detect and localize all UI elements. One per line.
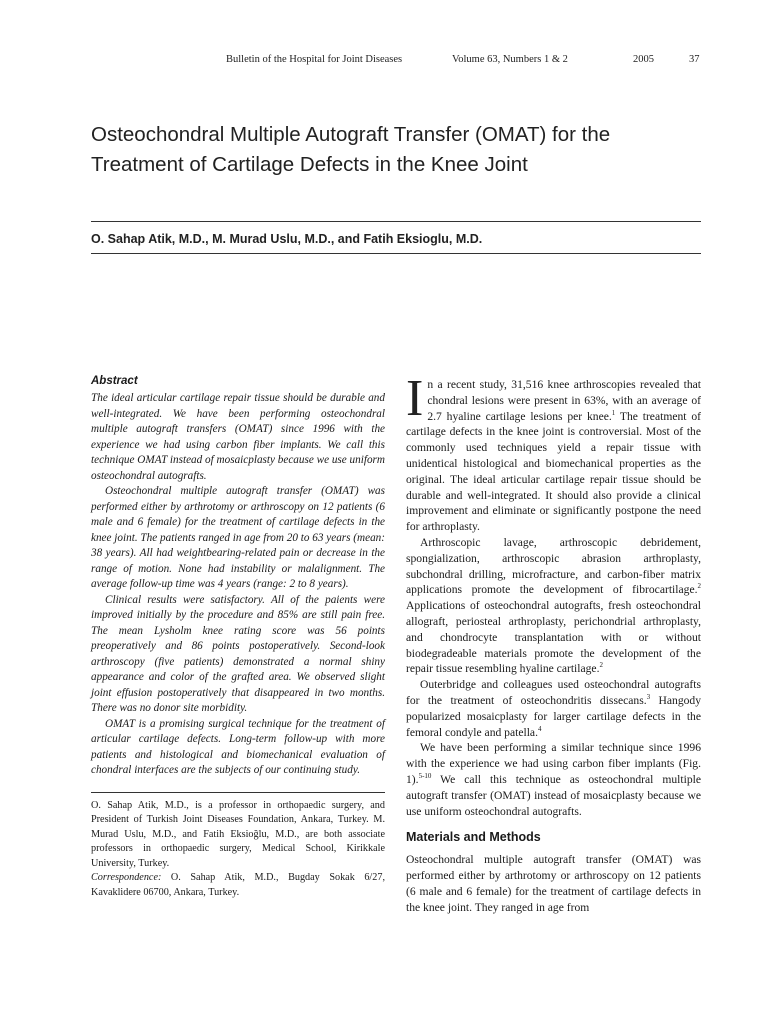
reference-marker: 5-10: [418, 772, 432, 781]
abstract-paragraph: Clinical results were satisfactory. All of the paients were improved initially by the procedure and 85% are still pain free. The mean Lysholm knee rating score was 56 points preoperatively and 86 points postoperatively. Second-look arthroscopy (five patients) demonstrated a normal shiny appearance and color of the grafted area. We observed slight joint effusion postoperatively that disappeared in two months. There was no donor site morbidity.: [91, 593, 385, 714]
reference-marker: 2: [599, 661, 603, 670]
section-heading: Materials and Methods: [406, 830, 541, 845]
reference-marker: 2: [697, 582, 701, 591]
volume-info: Volume 63, Numbers 1 & 2: [452, 54, 568, 65]
abstract-paragraph: Osteochondral multiple autograft transfer (OMAT) was performed either by arthrotomy or arthroscopy on 12 patients (6 male and 6 female) for the treatment of cartilage defects in the knee joint. The patients ranged in age from 20 to 63 years (mean: 38 years). All had weightbearing-related pain or decrease in the range of motion. None had instability or malalignment. The average follow-up time was 4 years (range: 2 to 8 years).: [91, 485, 385, 590]
abstract: [91, 373, 385, 779]
year: 2005: [633, 54, 654, 65]
journal-name: Bulletin of the Hospital for Joint Diseases: [226, 54, 403, 65]
author-list: O. Sahap Atik, M.D., M. Murad Uslu, M.D., and Fatih Eksioglu, M.D.: [91, 232, 483, 246]
author-rule: [91, 253, 701, 254]
body-text: n a recent study, 31,516 knee arthroscopies revealed that chondral lesions were present in 63%, with an average of 2.7 hyaline cartilage lesions per knee.: [427, 378, 701, 423]
body-paragraph: [406, 535, 701, 677]
body-text: Hangody popularized mosaicplasty for larger cartilage defects in the femoral condyle and patella.: [406, 693, 702, 739]
footnote-rule: [91, 792, 385, 793]
affiliation-note: O. Sahap Atik, M.D., is a professor in orthopaedic surgery, and President of Turkish Joint Diseases Foundation, Ankara, Turkey. M. Murad Uslu, M.D., and Fatih Eksioğlu, M.D., are both associate professors in orthopaedic surgery, Medical School, Kirikkale University, Turkey.: [91, 799, 385, 869]
footnotes: [91, 799, 385, 901]
page-number: 37: [689, 54, 700, 65]
running-head: [0, 53, 768, 67]
abstract-paragraph: OMAT is a promising surgical technique for the treatment of articular cartilage defects. Long-term follow-up with more patients and histological and biomechanical evaluation of chondral interfaces are the subjects of our continuing study.: [91, 717, 385, 776]
body-text: We have been performing a similar technique since 1996 with the experience we had using carbon fiber implants (Fig. 1).: [406, 741, 701, 786]
body-text: Arthroscopic lavage, arthroscopic debridement, spongialization, arthroscopic abrasion arthroplasty, subchondral drilling, microfracture, and carbon-fiber matrix applications promote the development of fibrocartilage.: [406, 535, 701, 597]
right-column: [406, 370, 702, 916]
body-text: We call this technique as osteochondral multiple autograft transfer (OMAT) instead of mosaicplasty because we use uniform osteochondral autografts.: [406, 772, 701, 818]
article-title: Osteochondral Multiple Autograft Transfer (OMAT) for the Treatment of Cartilage Defects in the Knee Joint: [91, 123, 611, 176]
correspondence-address: O. Sahap Atik, M.D., Bugday Sokak 6/27, Kavaklidere 06700, Ankara, Turkey.: [91, 872, 386, 898]
body-paragraph: [406, 740, 701, 819]
body-paragraph: [406, 370, 701, 535]
body-paragraph: [406, 677, 701, 740]
correspondence-label: Correspondence:: [91, 872, 162, 883]
abstract-paragraph: The ideal articular cartilage repair tissue should be durable and well-integrated. We have been performing osteochondral multiple autograft transfers (OMAT) since 1996 with the experience we had using carbon fiber implants. We call this technique OMAT instead of mosaicplasty because we use uniform osteochondral autografts.: [91, 392, 385, 482]
body-paragraph: Osteochondral multiple autograft transfer (OMAT) was performed either by arthrotomy or arthroscopy on 12 patients (6 male and 6 female) for the treatment of cartilage defects in the knee joint. They ranged in age from: [406, 853, 701, 914]
abstract-heading: Abstract: [91, 375, 138, 387]
left-column: [91, 373, 385, 900]
body-text: The treatment of cartilage defects in the knee joint is controversial. Most of the commonly used techniques yield a repair tissue with unidentical histological and biomechanical properties as the original. The ideal articular cartilage repair tissue should be durable and well-integrated. It should also provide a clinical improvement and eliminate or significantly postpone the need for arthroplasty.: [406, 409, 701, 534]
reference-marker: 4: [537, 724, 542, 733]
drop-cap: I: [406, 370, 424, 427]
reference-marker: 3: [646, 693, 651, 702]
body-text: Applications of osteochondral autografts, fresh osteochondral allograft, periosteal arthroplasty, perichondrial arthroplasty, and chondrocyte transplantation with or without biodegradeable materials promote the development of the repair tissue resembling hyaline cartilage.: [406, 599, 701, 676]
reference-marker: 1: [611, 408, 616, 417]
body-text: Outerbridge and colleagues used osteochondral autografts for the treatment of osteochondritis dissecans.: [406, 678, 701, 707]
title-rule: [91, 221, 701, 222]
correspondence-note: [91, 871, 385, 900]
